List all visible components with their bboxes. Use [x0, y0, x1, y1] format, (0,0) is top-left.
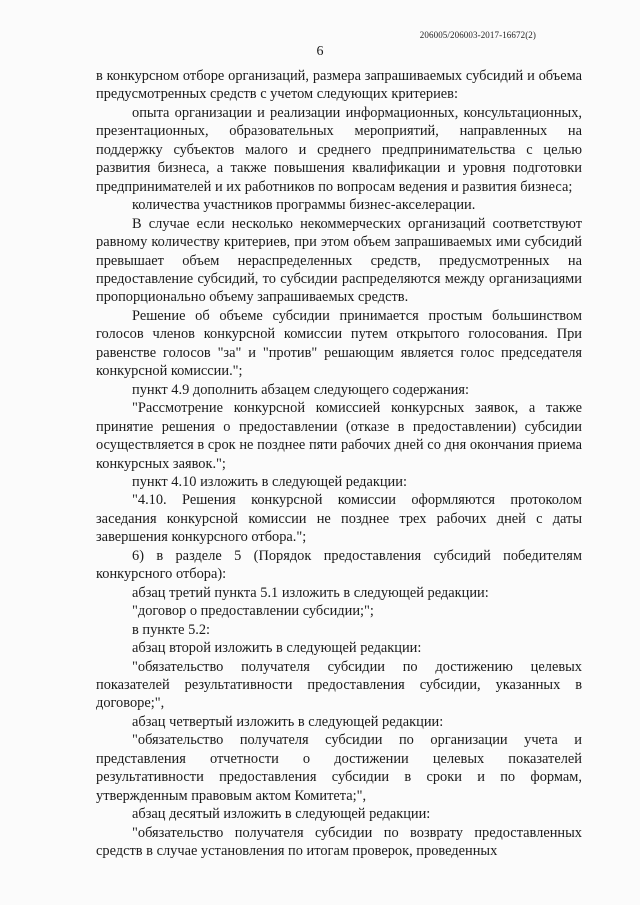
paragraph: пункт 4.9 дополнить абзацем следующего содержания: — [132, 381, 469, 398]
paragraph: опыта организации и реализации информационных, консультационных, презентационных, образовательных мероприятий, направленных на поддержку субъектов малого и среднего предпринимательства с целью развития бизнеса, а также повышения квалификации и уровня подготовки предпринимателей и их работников по вопросам ведения и развития бизнеса; — [96, 104, 582, 195]
page-number: 6 — [316, 44, 324, 59]
paragraph: "Рассмотрение конкурсной комиссией конкурсных заявок, а также принятие решения о предоставлении (отказе в предоставлении) субсидии осуществляется в срок не позднее пяти рабочих дней со дня окончания приема конкурсных заявок."; — [96, 400, 582, 472]
paragraph: абзац третий пункта 5.1 изложить в следующей редакции: — [132, 584, 489, 601]
paragraph: "обязательство получателя субсидии по достижению целевых показателей результативности предоставления субсидии, указанных в договоре;", — [96, 658, 582, 712]
paragraph: количества участников программы бизнес-акселерации. — [132, 197, 476, 214]
paragraph: в конкурсном отборе организаций, размера запрашиваемых субсидий и объема предусмотренных средств с учетом следующих критериев: — [96, 68, 582, 103]
paragraph: "4.10. Решения конкурсной комиссии оформляются протоколом заседания конкурсной комиссии не позднее трех рабочих дней с даты завершения конкурсного отбора."; — [96, 492, 582, 546]
paragraph: абзац четвертый изложить в следующей редакции: — [132, 713, 444, 730]
paragraph: Решение об объеме субсидии принимается простым большинством голосов членов конкурсной комиссии путем открытого голосования. При равенстве голосов "за" и "против" решающим является голос председателя конкурсной комиссии."; — [96, 307, 582, 380]
paragraph: "обязательство получателя субсидии по возврату предоставленных средств в случае установления по итогам проверок, проведенных — [96, 824, 582, 860]
paragraph: абзац второй изложить в следующей редакции: — [132, 640, 422, 657]
paragraph: в пункте 5.2: — [132, 621, 211, 638]
paragraph: "договор о предоставлении субсидии;"; — [132, 603, 374, 620]
document-body — [96, 67, 582, 860]
paragraph: "обязательство получателя субсидии по организации учета и представления отчетности о достижении целевых показателей результативности предоставления субсидии в сроки и по формам, утвержденным правовым актом Комитета;", — [96, 732, 582, 804]
paragraph: 6) в разделе 5 (Порядок предоставления субсидий победителям конкурсного отбора): — [96, 547, 582, 583]
paragraph: пункт 4.10 изложить в следующей редакции: — [132, 473, 407, 490]
paragraph: В случае если несколько некоммерческих организаций соответствуют равному количеству критериев, при этом объем запрашиваемых ими субсидий превышает объем нераспределенных средств, предусмотренных на предоставление субсидий, то субсидии распределяются между организациями пропорционально объему запрашиваемых средств. — [96, 215, 582, 306]
document-id: 206005/206003-2017-16672(2) — [419, 30, 536, 40]
paragraph: абзац десятый изложить в следующей редакции: — [132, 806, 431, 823]
